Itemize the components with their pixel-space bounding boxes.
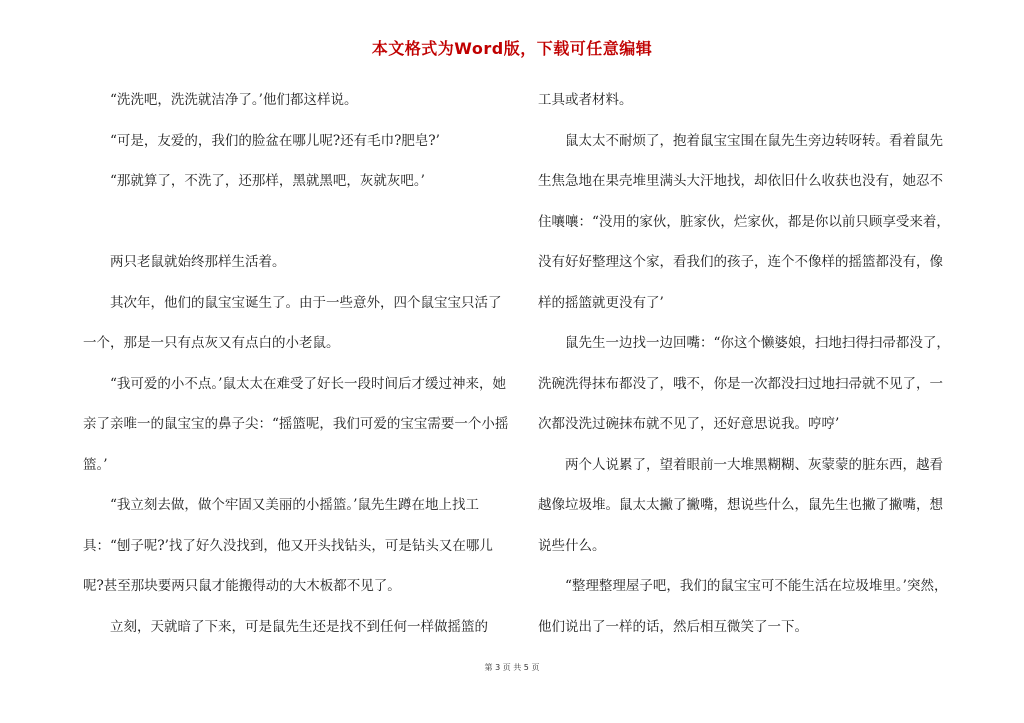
paragraph: 立刻，天就暗了下来，可是鼠先生还是找不到任何一样做摇篮的 xyxy=(110,618,488,635)
paragraph: 两个人说累了，望着眼前一大堆黑糊糊、灰蒙蒙的脏东西，越看越像垃圾堆。鼠太太撇了撇嘴，想说些什么，鼠先生也撇了撇嘴，想说些什么。 xyxy=(538,456,943,554)
dialogue-line: “那就算了，不洗了，还那样，黑就黑吧，灰就灰吧。’ xyxy=(110,173,425,189)
paragraph-spacer xyxy=(83,202,513,243)
paragraph: 两只老鼠就始终那样生活着。 xyxy=(110,254,286,270)
left-column xyxy=(83,80,513,647)
page-number: 第 3 页 共 5 页 xyxy=(484,663,540,672)
paragraph: “我立刻去做，做个牢固又美丽的小摇篮。’鼠先生蹲在地上找工具：“刨子呢?’找了好久没找到，他又开头找钻头，可是钻头又在哪儿呢?甚至那块要两只鼠才能搬得动的大木板都不见了。 xyxy=(83,497,493,594)
paragraph: 鼠先生一边找一边回嘴：“你这个懒婆娘，扫地扫得扫帚都没了，洗碗洗得抹布都没了，哦不，你是一次都没扫过地扫帚就不见了，一次都没洗过碗抹布就不见了，还好意思说我。哼哼’ xyxy=(538,335,950,432)
paragraph: “我可爱的小不点。’鼠太太在难受了好长一段时间后才缓过神来，她亲了亲唯一的鼠宝宝的鼻子尖：“摇篮呢，我们可爱的宝宝需要一个小摇篮。’ xyxy=(83,375,509,473)
paragraph-continuation: 工具或者材料。 xyxy=(538,92,633,108)
dialogue-line: “可是，友爱的，我们的脸盆在哪儿呢?还有毛巾?肥皂?’ xyxy=(110,132,440,149)
paragraph: 鼠太太不耐烦了，抱着鼠宝宝围在鼠先生旁边转呀转。看着鼠先生焦急地在果壳堆里满头大汗地找，却依旧什么收获也没有，她忍不住嚷嚷：“没用的家伙，脏家伙，烂家伙，都是你以前只顾享受来着，没有好好整理这个家，看我们的孩子，连个不像样的摇篮都没有，像样的摇篮就更没有了’ xyxy=(538,132,950,311)
paragraph: “整理整理屋子吧，我们的鼠宝宝可不能生活在垃圾堆里。’突然，他们说出了一样的话，然后相互微笑了一下。 xyxy=(538,578,948,635)
document-banner: 本文格式为Word版，下载可任意编辑 xyxy=(371,39,653,58)
right-column xyxy=(538,80,956,647)
dialogue-line: “洗洗吧，洗洗就洁净了。’他们都这样说。 xyxy=(110,92,358,108)
paragraph: 其次年，他们的鼠宝宝诞生了。由于一些意外，四个鼠宝宝只活了一个，那是一只有点灰又有点白的小老鼠。 xyxy=(83,294,502,351)
